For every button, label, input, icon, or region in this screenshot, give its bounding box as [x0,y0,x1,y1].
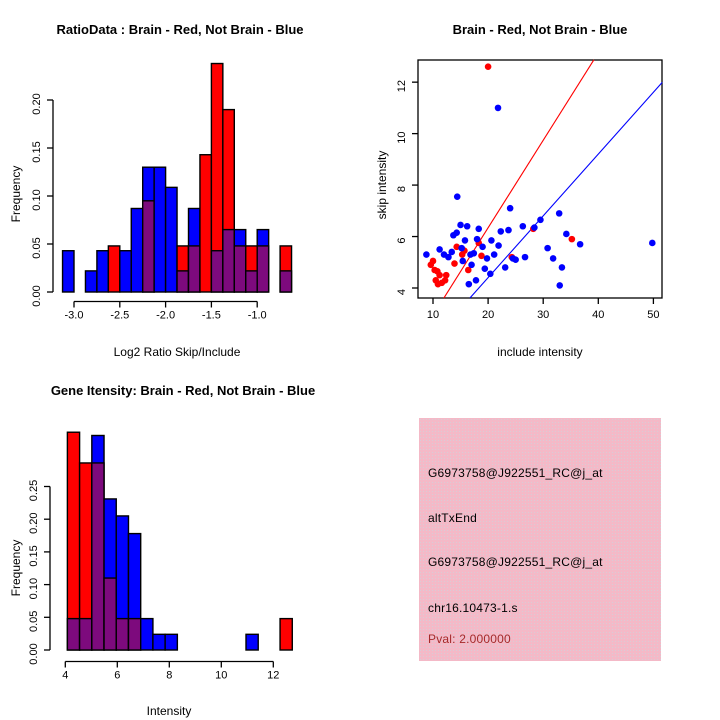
histogram-bar-overlap [177,271,188,292]
histogram-bar [166,187,177,292]
scatter-point-blue [507,205,514,212]
scatter-point-blue [559,264,566,271]
histogram-bar [67,432,79,650]
histogram-bar-overlap [257,246,268,292]
scatter-point-blue [481,265,488,272]
histogram-bar [246,634,258,650]
scatter-point-blue [436,246,443,253]
scatter-point-blue [487,271,494,278]
y-tick-label: 0.15 [31,141,43,163]
x-tick-label: 12 [267,669,280,682]
y-tick-label: 0.10 [28,577,40,600]
scatter-point-blue [466,281,473,288]
histogram-bar-overlap [92,463,104,650]
scatter-point-blue [459,258,466,265]
scatter-point-red [451,260,458,267]
event-type-line: altTxEnd [428,511,477,525]
histogram-bar [63,251,74,292]
x-tick-label: 20 [481,309,495,321]
scatter-point-blue [550,255,557,262]
x-tick-label: 10 [215,669,228,682]
x-tick-label: -2.0 [156,309,176,322]
histogram-bar [131,208,142,292]
scatter-point-blue [448,249,455,256]
histogram-bar-overlap [280,271,291,292]
histogram-bar-overlap [80,619,92,650]
y-tick-label: 0.00 [28,643,40,665]
scatter-point-blue [462,237,469,244]
histogram-bar-overlap [246,271,257,292]
scatter-point-blue [488,237,495,244]
gene-intensity-histogram-title: Gene Itensity: Brain - Red, Not Brain - Blue [50,383,316,398]
histogram-bar [108,246,119,292]
x-tick-label: 10 [426,309,440,321]
scatter-title: Brain - Red, Not Brain - Blue [452,22,628,37]
y-tick-label: 0.25 [28,479,40,502]
y-tick-label: 0.00 [31,285,43,307]
scatter-point-blue [473,277,480,284]
scatter-point-blue [531,224,538,231]
red-regression-line [444,60,594,298]
histogram-bar [154,167,165,292]
scatter-point-blue [495,105,502,112]
histogram-bar [280,619,292,650]
scatter-point-blue [484,255,491,262]
scatter-point-blue [544,245,551,252]
scatter-point-red [436,272,443,279]
y-tick-label: 4 [396,288,408,296]
gene-info-panel [419,418,661,661]
scatter-point-blue [458,245,465,252]
x-tick-label: -1.5 [201,309,221,322]
scatter-point-blue [423,251,430,258]
y-tick-label: 0.05 [28,610,40,633]
scatter-point-red [485,63,492,70]
scatter-point-blue [495,242,502,249]
scatter-point-red [569,236,576,243]
scatter-point-blue [649,240,656,247]
y-tick-label: 0.15 [28,545,40,567]
histogram-bar [200,155,211,292]
scatter-point-blue [474,236,481,243]
scatter-point-red [443,272,450,279]
y-tick-label: 12 [396,80,408,93]
histogram-bar [141,619,153,650]
histogram-bar [165,634,177,650]
scatter-point-blue [457,222,464,229]
histogram-bar-overlap [211,251,222,292]
histogram-bar-overlap [128,619,140,650]
x-tick-label: 50 [647,309,660,321]
x-tick-label: 30 [537,309,550,321]
scatter-point-blue [464,223,471,230]
scatter-point-blue [537,217,544,224]
y-tick-label: 0.05 [31,237,43,259]
histogram-bar-overlap [67,619,79,650]
x-tick-label: 6 [114,669,121,682]
probe-id-line-2: G6973758@J922551_RC@j_at [428,555,603,569]
y-tick-label: 0.10 [31,189,43,211]
scatter-point-blue [512,256,519,263]
histogram-bar [97,251,108,292]
scatter-point-blue [502,264,509,271]
scatter-point-blue [454,193,461,200]
scatter-point-blue [556,282,563,289]
y-tick-label: 10 [396,131,408,144]
pval-line: Pval: 2.000000 [428,632,511,646]
y-tick-label: 0.20 [31,93,43,115]
scatter-point-blue [475,226,482,233]
scatter-point-blue [479,244,486,251]
x-tick-label: -3.0 [64,309,84,322]
x-tick-label: 8 [166,669,173,682]
y-tick-label: 6 [396,237,408,244]
histogram-bar-overlap [189,246,200,292]
blue-regression-line [470,82,662,298]
scatter-xlabel: include intensity [497,345,583,359]
scatter-point-blue [563,231,570,238]
scatter-point-blue [505,227,512,234]
ratio-histogram-title: RatioData : Brain - Red, Not Brain - Blue [56,22,304,37]
scatter-point-blue [491,251,498,258]
scatter-point-blue [577,241,584,248]
ratio-histogram-xlabel: Log2 Ratio Skip/Include [113,345,241,359]
x-tick-label: 4 [62,669,69,682]
probe-id-line: G6973758@J922551_RC@j_at [428,466,603,480]
gene-intensity-histogram-xlabel: Intensity [146,704,192,718]
y-tick-label: 8 [396,186,408,193]
scatter-point-blue [497,228,504,235]
histogram-bar [120,251,131,292]
x-tick-label: -2.5 [110,309,130,322]
histogram-bar-overlap [116,619,128,650]
scatter-point-blue [556,210,563,217]
scatter-point-red [430,258,437,265]
scatter-ylabel: skip intensity [375,150,389,220]
ratio-histogram-ylabel: Frequency [9,165,23,223]
gene-intensity-histogram-ylabel: Frequency [9,539,23,597]
histogram-bar [85,271,96,292]
x-tick-label: 40 [592,309,605,321]
scatter-point-blue [470,250,477,257]
histogram-bar-overlap [143,201,154,292]
histogram-bar-overlap [223,230,234,292]
histogram-bar-overlap [234,246,245,292]
x-tick-label: -1.0 [247,309,267,322]
scatter-point-blue [468,262,475,269]
chromosome-line: chr16.10473-1.s [428,601,518,615]
histogram-bar-overlap [104,578,116,650]
histogram-bar [153,634,165,650]
scatter-point-blue [453,229,460,236]
scatter-point-blue [522,254,529,261]
y-tick-label: 0.20 [28,512,40,534]
scatter-point-blue [520,223,527,230]
